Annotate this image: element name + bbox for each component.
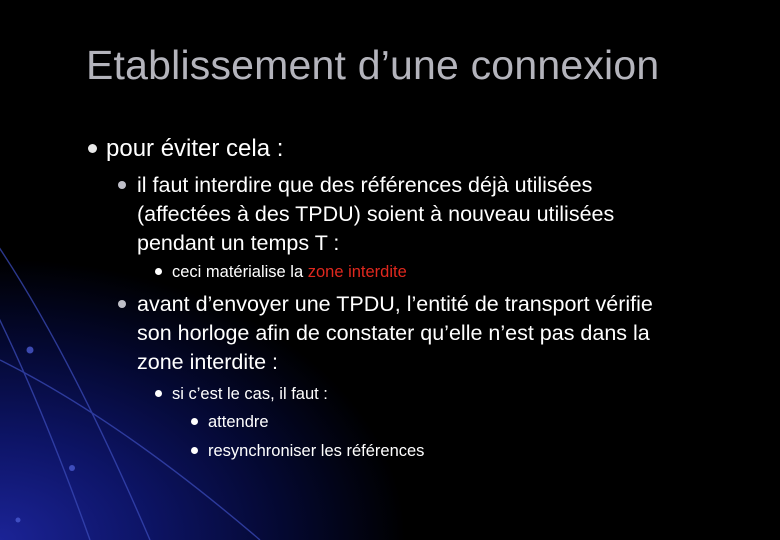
bullet-dot-icon bbox=[155, 390, 162, 397]
bullet-item-level3 bbox=[155, 258, 407, 286]
bullet-item-level1 bbox=[88, 134, 283, 164]
bullet-text-line: avant d’envoyer une TPDU, l’entité de transport vérifie bbox=[137, 292, 653, 316]
bullet-dot-icon bbox=[155, 268, 162, 275]
bullet-text-line: pendant un temps T : bbox=[137, 231, 340, 255]
bullet-dot-icon bbox=[191, 418, 198, 425]
bullet-item-level4 bbox=[191, 437, 424, 465]
highlighted-term: zone interdite bbox=[307, 263, 407, 281]
bullet-text-line: il faut interdire que des références déjà utilisées bbox=[137, 173, 593, 197]
bullet-item-level2 bbox=[118, 290, 653, 377]
bullet-text-line: (affectées à des TPDU) soient à nouveau utilisées bbox=[137, 202, 615, 226]
bullet-text-line: son horloge afin de constater qu’elle n’est pas dans la bbox=[137, 321, 650, 345]
bullet-text: attendre bbox=[208, 413, 269, 431]
bullet-dot-icon bbox=[118, 181, 126, 189]
bullet-text: pour éviter cela : bbox=[106, 135, 284, 162]
bullet-text-line: zone interdite : bbox=[137, 350, 279, 374]
bullet-dot-icon bbox=[191, 447, 198, 454]
bullet-item-level2 bbox=[118, 171, 614, 258]
bullet-text: ceci matérialise la bbox=[172, 263, 308, 281]
bullet-dot-icon bbox=[88, 144, 97, 153]
slide-title: Etablissement d’une connexion bbox=[86, 42, 660, 88]
bullet-text: si c’est le cas, il faut : bbox=[172, 385, 328, 403]
bullet-item-level3 bbox=[155, 380, 328, 408]
bullet-text: resynchroniser les références bbox=[208, 442, 425, 460]
bullet-dot-icon bbox=[118, 300, 126, 308]
bullet-item-level4 bbox=[191, 408, 269, 436]
